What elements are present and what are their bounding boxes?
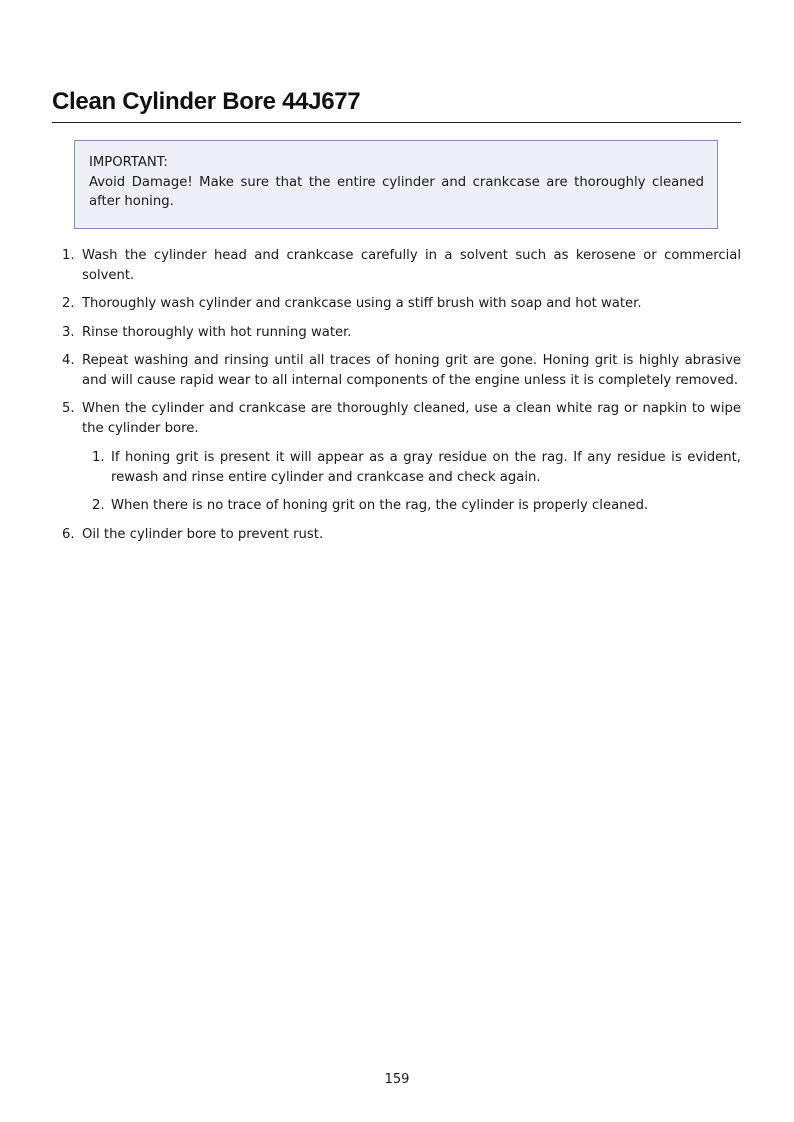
step-text: Rinse thoroughly with hot running water. (82, 324, 352, 340)
step-1 (52, 246, 741, 285)
substep-number: 1. (92, 450, 105, 465)
page-number: 159 (384, 1072, 410, 1087)
step-text: When the cylinder and crankcase are thoroughly cleaned, use a clean white rag or napkin to wipe the cylinder bore. (82, 401, 741, 436)
notice-label: IMPORTANT: (89, 155, 168, 170)
substep-1 (82, 448, 741, 487)
substeps (82, 448, 741, 516)
substep-text: If honing grit is present it will appear as a gray residue on the rag. If any residue is evident, rewash and rinse entire cylinder and crankcase and check again. (111, 450, 741, 485)
step-6 (52, 525, 741, 545)
step-5 (52, 399, 741, 516)
step-4 (52, 351, 741, 390)
step-text: Wash the cylinder head and crankcase carefully in a solvent such as kerosene or commercial solvent. (82, 248, 741, 283)
substep-number: 2. (92, 498, 105, 513)
step-text: Oil the cylinder bore to prevent rust. (82, 526, 324, 542)
title-divider (52, 122, 741, 123)
procedure-steps (52, 246, 741, 553)
substep-2 (82, 496, 741, 516)
step-2 (52, 294, 741, 314)
important-notice (74, 140, 718, 229)
notice-text: Avoid Damage! Make sure that the entire cylinder and crankcase are thoroughly cleaned after honing. (89, 174, 704, 209)
step-text: Thoroughly wash cylinder and crankcase using a stiff brush with soap and hot water. (82, 296, 642, 311)
substep-text: When there is no trace of honing grit on the rag, the cylinder is properly cleaned. (111, 498, 649, 513)
step-text: Repeat washing and rinsing until all traces of honing grit are gone. Honing grit is highly abrasive and will cause rapid wear to all internal components of the engine unless it is completely removed. (82, 353, 741, 388)
step-number: 6. (62, 526, 75, 542)
step-number: 5. (62, 401, 75, 416)
step-3 (52, 323, 741, 343)
step-number: 2. (62, 296, 75, 311)
page-title: Clean Cylinder Bore 44J677 (52, 88, 361, 115)
step-number: 1. (62, 248, 75, 263)
step-number: 3. (62, 324, 75, 340)
step-number: 4. (62, 353, 75, 368)
